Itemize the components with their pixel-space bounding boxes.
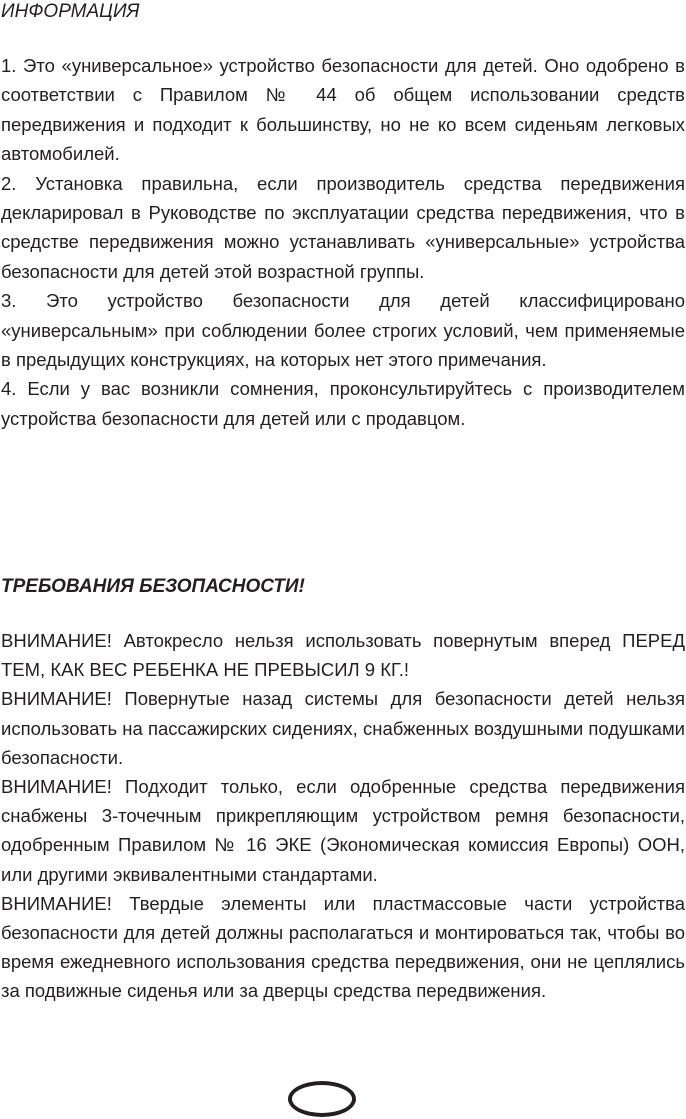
info-item-1: 1. Это «универсальное» устройство безопасности для детей. Оно одобрено в соответствии с Правилом № 44 об общем использовании средств передвижения и подходит к большинству, но не ко всем сиденьям легковых автомобилей.: [1, 55, 685, 165]
info-heading: ИНФОРМАЦИЯ: [1, 1, 140, 22]
info-section: [1, 51, 685, 433]
warning-4: ВНИМАНИЕ! Твердые элементы или пластмассовые части устройства безопасности для детей должны располагаться и монтироваться так, чтобы во время ежедневного использования средства передвижения, они не цеплялись за подвижные сиденья или за дверцы средства передвижения.: [1, 892, 685, 1002]
page-number-badge: [288, 1081, 356, 1117]
safety-section: [1, 626, 685, 1006]
safety-heading: ТРЕБОВАНИЯ БЕЗОПАСНОСТИ!: [1, 576, 305, 597]
info-item-3: 3. Это устройство безопасности для детей классифицировано «универсальным» при соблюдении более строгих условий, чем применяемые в предыдущих конструкциях, на которых нет этого примечания.: [1, 290, 685, 371]
info-item-2: 2. Установка правильна, если производитель средства передвижения декларировал в Руководстве по эксплуатации средства передвижения, что в средстве передвижения можно устанавливать «универсальные» устройства безопасности для детей этой возрастной группы.: [1, 172, 685, 282]
info-item-4: 4. Если у вас возникли сомнения, проконсультируйтесь с производителем устройства безопасности для детей или с продавцом.: [1, 378, 685, 429]
warning-2: ВНИМАНИЕ! Повернутые назад системы для безопасности детей нельзя использовать на пассажирских сидениях, снабженных воздушными подушками безопасности.: [1, 688, 685, 768]
warning-1: ВНИМАНИЕ! Автокресло нельзя использовать повернутым вперед ПЕРЕД ТЕМ, КАК ВЕС РЕБЕНКА НЕ ПРЕВЫСИЛ 9 КГ.!: [1, 630, 685, 681]
warning-3: ВНИМАНИЕ! Подходит только, если одобренные средства передвижения снабжены 3-точечным прикрепляющим устройством ремня безопасности, одобренным Правилом № 16 ЭКЕ (Экономическая комиссия Европы) ООН, или другими эквивалентными стандартами.: [1, 776, 685, 885]
